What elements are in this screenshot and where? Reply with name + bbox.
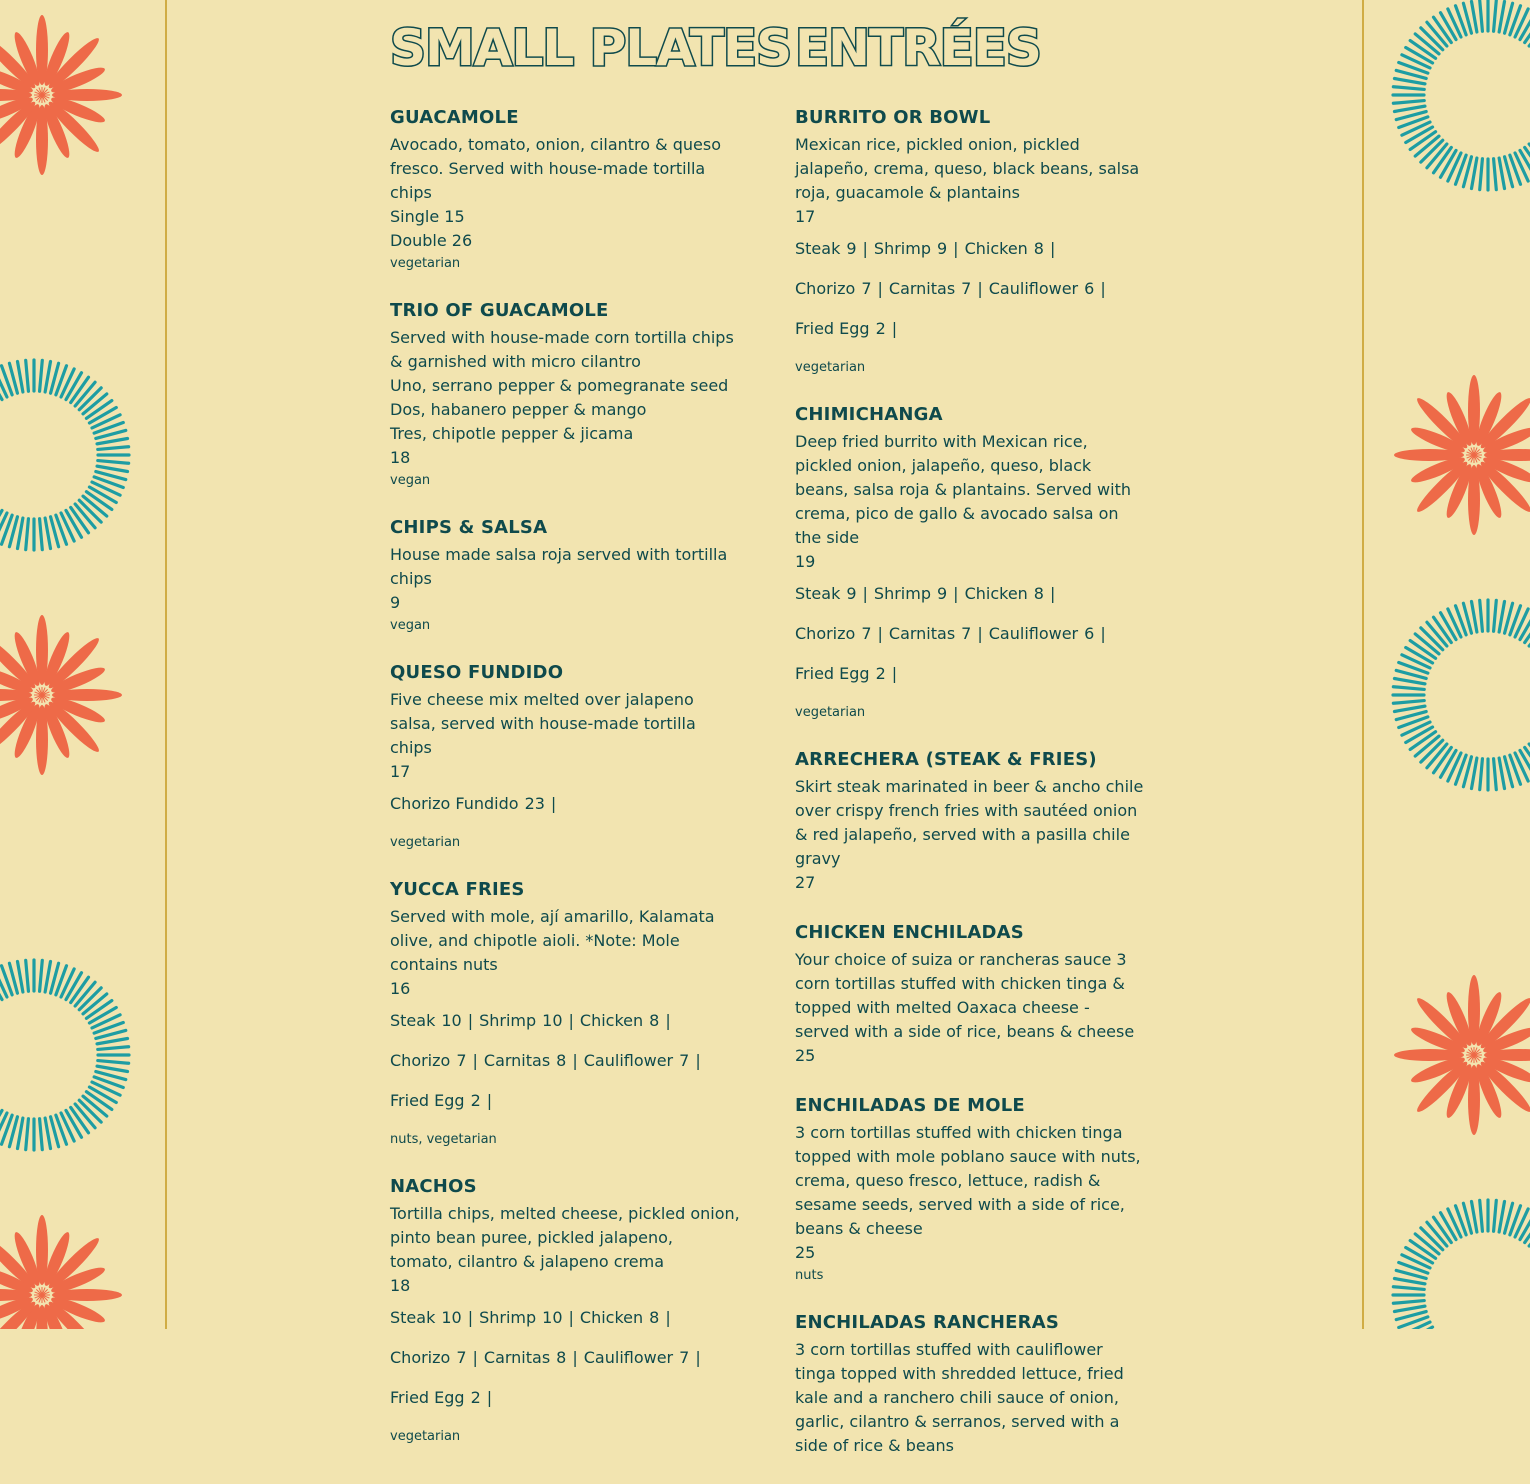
- addon-price: 2: [875, 319, 886, 338]
- menu-item-line: 9: [390, 593, 401, 612]
- addon-price: 10: [542, 1308, 563, 1327]
- menu-item-line: Double 26: [390, 231, 473, 250]
- menu-item-line: Served with house-made corn tortilla chips & garnished with micro cilantro: [390, 328, 734, 371]
- addon-steak: [390, 1306, 479, 1330]
- addon-separator: |: [1049, 239, 1056, 258]
- addon-name: Steak: [795, 584, 841, 603]
- addon-name: Chorizo: [390, 1051, 451, 1070]
- coral-flower-icon: [0, 15, 122, 175]
- addon-price: 7: [961, 624, 972, 643]
- entrees-column: [795, 18, 1145, 1484]
- addon-fried-egg: [390, 1386, 498, 1410]
- addon-price: 10: [441, 1011, 462, 1030]
- addon-price: 6: [1084, 279, 1095, 298]
- menu-item-line: 27: [795, 873, 816, 892]
- addon-name: Fried Egg: [795, 319, 870, 338]
- small-plates-column: [390, 18, 792, 1472]
- menu-item-line: 25: [795, 1243, 816, 1262]
- addon-name: Carnitas: [888, 624, 956, 643]
- addon-chorizo: [390, 1346, 484, 1370]
- addon-name: Shrimp: [873, 239, 931, 258]
- addon-price: 7: [861, 624, 872, 643]
- teal-ring-icon: [0, 960, 129, 1150]
- dietary-tags: nuts, vegetarian: [390, 1132, 497, 1147]
- addon-steak: [795, 237, 874, 261]
- addon-separator: |: [568, 1308, 574, 1327]
- menu-item-line: 16: [390, 979, 411, 998]
- menu-item-name: CHIMICHANGA: [795, 404, 943, 425]
- addon-price: 10: [542, 1011, 563, 1030]
- addon-price: 7: [861, 279, 872, 298]
- addon-name: Carnitas: [483, 1051, 551, 1070]
- addon-separator: |: [467, 1308, 474, 1327]
- addon-options: [795, 237, 1140, 357]
- addon-name: Chorizo: [795, 624, 856, 643]
- addon-separator: |: [977, 279, 983, 298]
- addon-carnitas: [889, 622, 989, 646]
- addon-carnitas: [889, 277, 989, 301]
- addon-price: 8: [649, 1308, 660, 1327]
- menu-item-line: Your choice of suiza or rancheras sauce 3 corn tortillas stuffed with chicken tinga & topped with melted Oaxaca cheese - served with a side of rice, beans & cheese: [795, 950, 1135, 1041]
- menu-item-line: Tres, chipotle pepper & jicama: [390, 424, 634, 443]
- menu-item-line: Uno, serrano pepper & pomegranate seed: [390, 376, 729, 395]
- dietary-tags: vegetarian: [390, 1429, 461, 1444]
- menu-item-queso-fundido: [390, 661, 740, 852]
- menu-item-trio-of-guacamole: [390, 299, 740, 490]
- menu-item-name: ENCHILADAS RANCHERAS: [795, 1312, 1060, 1333]
- coral-flower-icon: [0, 1215, 122, 1329]
- menu-item-name: ENCHILADAS DE MOLE: [795, 1095, 1025, 1116]
- left-decorative-panel: [0, 0, 165, 1329]
- menu-item-enchiladas-rancheras: [795, 1311, 1145, 1458]
- addon-separator: |: [891, 664, 898, 683]
- addon-fried-egg: [795, 662, 903, 686]
- dietary-tags: vegetarian: [390, 256, 461, 271]
- menu-item-name: YUCCA FRIES: [390, 879, 525, 900]
- menu-item-name: NACHOS: [390, 1176, 477, 1197]
- addon-name: Shrimp: [479, 1011, 537, 1030]
- addon-separator: |: [977, 624, 983, 643]
- menu-item-nachos: [390, 1175, 740, 1446]
- addon-fried-egg: [390, 1089, 498, 1113]
- addon-name: Chorizo: [795, 279, 856, 298]
- addon-fried-egg: [795, 317, 903, 341]
- dietary-tags: vegan: [390, 618, 431, 633]
- addon-name: Fried Egg: [390, 1388, 465, 1407]
- menu-item-line: Avocado, tomato, onion, cilantro & queso fresco. Served with house-made tortilla chips: [390, 135, 721, 202]
- addon-chorizo: [795, 622, 889, 646]
- addon-separator: |: [486, 1388, 493, 1407]
- menu-item-line: 3 corn tortillas stuffed with cauliflower tinga topped with shredded lettuce, fried kale and a ranchero chili sauce of onion, garlic, cilantro & serranos, served with a side of rice & beans: [795, 1340, 1124, 1455]
- addon-separator: |: [862, 239, 868, 258]
- addon-price: 23: [524, 794, 545, 813]
- addon-chicken: [965, 582, 1062, 606]
- dietary-tags: nuts: [795, 1268, 824, 1283]
- menu-item-line: Five cheese mix melted over jalapeno salsa, served with house-made tortilla chips: [390, 690, 696, 757]
- addon-price: 9: [846, 239, 857, 258]
- addon-price: 2: [470, 1388, 481, 1407]
- addon-name: Steak: [390, 1308, 436, 1327]
- addon-name: Chicken: [579, 1308, 644, 1327]
- addon-name: Fried Egg: [795, 664, 870, 683]
- menu-item-name: GUACAMOLE: [390, 107, 519, 128]
- right-pattern-svg: [1364, 0, 1530, 1329]
- addon-steak: [390, 1009, 479, 1033]
- addon-chicken: [965, 237, 1062, 261]
- addon-shrimp: [874, 237, 965, 261]
- addon-steak: [795, 582, 874, 606]
- addon-cauliflower: [584, 1346, 707, 1370]
- menu-item-line: Deep fried burrito with Mexican rice, pickled onion, jalapeño, queso, black beans, salsa roja & plantains. Served with crema, pico de gallo & avocado salsa on the side: [795, 432, 1131, 547]
- addon-price: 8: [556, 1348, 567, 1367]
- addon-name: Cauliflower: [583, 1051, 674, 1070]
- addon-chorizo: [390, 1049, 484, 1073]
- addon-separator: |: [472, 1051, 478, 1070]
- addon-options: [390, 792, 735, 832]
- menu-item-name: TRIO OF GUACAMOLE: [390, 300, 609, 321]
- addon-price: 8: [1033, 239, 1044, 258]
- addon-price: 9: [936, 239, 948, 258]
- coral-flower-icon: [1394, 975, 1530, 1135]
- menu-item-line: Tortilla chips, melted cheese, pickled onion, pinto bean puree, pickled jalapeno, tomato, cilantro & jalapeno crema: [390, 1204, 740, 1271]
- menu-item-burrito-or-bowl: [795, 106, 1145, 377]
- addon-name: Shrimp: [479, 1308, 537, 1327]
- addon-separator: |: [891, 319, 898, 338]
- addon-shrimp: [874, 582, 965, 606]
- addon-separator: |: [695, 1051, 701, 1070]
- coral-flower-icon: [1394, 375, 1530, 535]
- small-plates-heading: SMALL PLATES: [390, 19, 792, 77]
- dietary-tags: vegetarian: [390, 835, 461, 850]
- menu-item-line: 17: [390, 762, 411, 781]
- addon-separator: |: [568, 1011, 574, 1030]
- menu-item-enchiladas-de-mole: [795, 1094, 1145, 1285]
- teal-ring-icon: [1393, 600, 1530, 790]
- addon-name: Chorizo Fundido: [390, 794, 519, 813]
- left-border-line: [165, 0, 167, 1329]
- addon-shrimp: [479, 1009, 580, 1033]
- dietary-tags: vegetarian: [795, 705, 866, 720]
- addon-separator: |: [953, 239, 959, 258]
- addon-separator: |: [486, 1091, 493, 1110]
- addon-name: Chorizo: [390, 1348, 451, 1367]
- addon-separator: |: [467, 1011, 474, 1030]
- addon-price: 9: [846, 584, 857, 603]
- addon-price: 10: [441, 1308, 462, 1327]
- menu-item-line: Served with mole, ají amarillo, Kalamata olive, and chipotle aioli. *Note: Mole contains nuts: [390, 907, 715, 974]
- addon-separator: |: [572, 1051, 578, 1070]
- addon-shrimp: [479, 1306, 580, 1330]
- menu-item-line: Skirt steak marinated in beer & ancho chile over crispy french fries with sautéed onion & red jalapeño, served with a pasilla chile gravy: [795, 777, 1144, 868]
- addon-name: Cauliflower: [583, 1348, 674, 1367]
- addon-price: 7: [679, 1051, 690, 1070]
- menu-item-line: House made salsa roja served with tortilla chips: [390, 545, 728, 588]
- menu-item-line: 18: [390, 1276, 411, 1295]
- addon-separator: |: [550, 794, 557, 813]
- menu-item-name: ARRECHERA (STEAK & FRIES): [795, 749, 1097, 770]
- addon-separator: |: [665, 1308, 671, 1327]
- entrees-heading: ENTRÉES: [795, 19, 1041, 77]
- coral-flower-icon: [0, 615, 122, 775]
- menu-item-name: CHIPS & SALSA: [390, 517, 548, 538]
- addon-name: Cauliflower: [988, 624, 1079, 643]
- addon-chorizo-fundido: [390, 792, 562, 816]
- addon-name: Steak: [795, 239, 841, 258]
- menu-item-chips-salsa: [390, 516, 740, 635]
- addon-options: [795, 582, 1140, 702]
- addon-price: 2: [470, 1091, 481, 1110]
- right-decorative-panel: [1364, 0, 1530, 1329]
- addon-name: Steak: [390, 1011, 436, 1030]
- addon-name: Chicken: [579, 1011, 644, 1030]
- addon-carnitas: [484, 1049, 584, 1073]
- menu-item-line: 3 corn tortillas stuffed with chicken tinga topped with mole poblano sauce with nuts, crema, queso fresco, lettuce, radish & sesame seeds, served with a side of rice, beans & cheese: [795, 1123, 1141, 1238]
- addon-carnitas: [484, 1346, 584, 1370]
- addon-options: [390, 1009, 735, 1129]
- addon-separator: |: [953, 584, 959, 603]
- addon-price: 8: [1033, 584, 1044, 603]
- addon-price: 8: [556, 1051, 567, 1070]
- addon-name: Shrimp: [873, 584, 931, 603]
- menu-item-line: 19: [795, 552, 816, 571]
- addon-cauliflower: [989, 277, 1112, 301]
- addon-price: 8: [649, 1011, 660, 1030]
- menu-item-yucca-fries: [390, 878, 740, 1149]
- addon-name: Chicken: [964, 239, 1028, 258]
- addon-price: 7: [456, 1051, 467, 1070]
- addon-name: Carnitas: [888, 279, 956, 298]
- addon-separator: |: [665, 1011, 671, 1030]
- addon-price: 6: [1084, 624, 1095, 643]
- teal-ring-icon: [0, 360, 129, 550]
- addon-separator: |: [877, 624, 883, 643]
- addon-separator: |: [572, 1348, 578, 1367]
- addon-name: Fried Egg: [390, 1091, 465, 1110]
- addon-price: 7: [679, 1348, 690, 1367]
- menu-item-line: Dos, habanero pepper & mango: [390, 400, 647, 419]
- addon-cauliflower: [584, 1049, 707, 1073]
- addon-chorizo: [795, 277, 889, 301]
- addon-options: [390, 1306, 735, 1426]
- menu-item-name: QUESO FUNDIDO: [390, 662, 564, 683]
- addon-name: Cauliflower: [988, 279, 1079, 298]
- menu-item-line: 25: [795, 1046, 816, 1065]
- left-pattern-svg: [0, 0, 165, 1329]
- addon-name: Carnitas: [483, 1348, 551, 1367]
- dietary-tags: vegan: [390, 473, 431, 488]
- addon-separator: |: [1100, 624, 1106, 643]
- addon-price: 2: [875, 664, 886, 683]
- right-border-line: [1362, 0, 1364, 1329]
- menu-item-guacamole: [390, 106, 740, 273]
- dietary-tags: vegetarian: [795, 360, 866, 375]
- addon-price: 7: [456, 1348, 467, 1367]
- menu-item-chicken-enchiladas: [795, 921, 1145, 1068]
- menu-item-name: CHICKEN ENCHILADAS: [795, 922, 1024, 943]
- addon-separator: |: [1049, 584, 1056, 603]
- addon-chicken: [580, 1009, 677, 1033]
- menu-item-chimichanga: [795, 403, 1145, 722]
- addon-separator: |: [695, 1348, 701, 1367]
- addon-price: 9: [936, 584, 948, 603]
- menu-item-name: BURRITO OR BOWL: [795, 107, 991, 128]
- menu-item-line: 18: [390, 448, 411, 467]
- teal-ring-icon: [1393, 1200, 1530, 1329]
- teal-ring-icon: [1393, 0, 1530, 190]
- addon-separator: |: [862, 584, 868, 603]
- addon-cauliflower: [989, 622, 1112, 646]
- addon-name: Chicken: [964, 584, 1028, 603]
- menu-item-line: Single 15: [390, 207, 465, 226]
- menu-item-line: 17: [795, 207, 816, 226]
- addon-separator: |: [472, 1348, 478, 1367]
- addon-price: 7: [961, 279, 972, 298]
- menu-item-arrechera-steak-fries: [795, 748, 1145, 895]
- menu-item-line: Mexican rice, pickled onion, pickled jalapeño, crema, queso, black beans, salsa roja, guacamole & plantains: [795, 135, 1140, 202]
- addon-separator: |: [877, 279, 883, 298]
- addon-separator: |: [1100, 279, 1106, 298]
- addon-chicken: [580, 1306, 677, 1330]
